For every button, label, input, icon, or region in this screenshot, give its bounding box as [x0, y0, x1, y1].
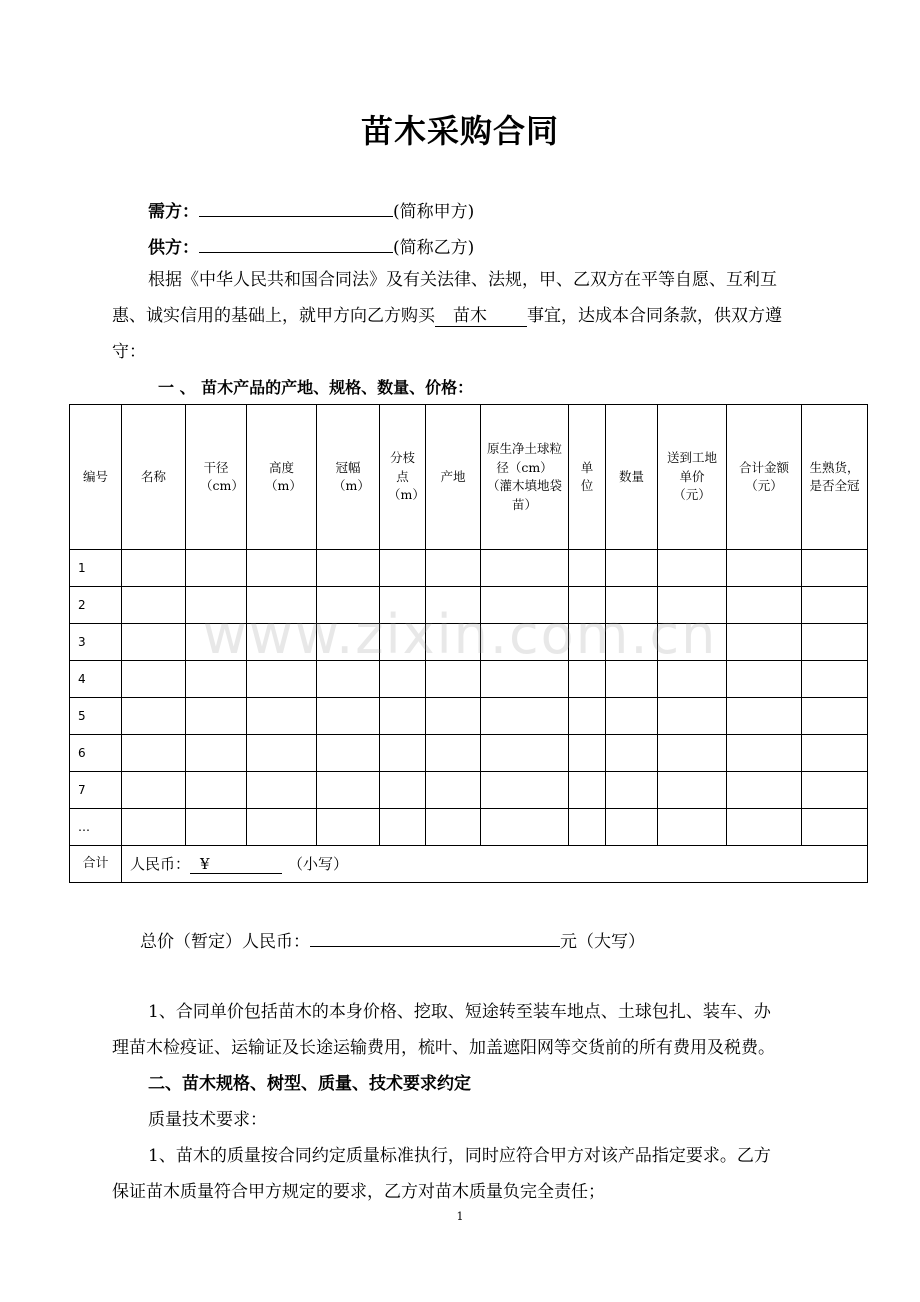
row-number: 4: [70, 661, 122, 698]
header-cell: 高度（m）: [247, 405, 317, 550]
header-cell: 名称: [122, 405, 186, 550]
header-cell: 送到工地单价（元）: [658, 405, 727, 550]
buyer-suffix: (简称甲方): [393, 202, 475, 222]
seller-line: [148, 234, 474, 260]
header-cell: 分枝点（m）: [380, 405, 426, 550]
table-row: [70, 809, 868, 846]
goods-field: [435, 306, 527, 327]
table-row: [70, 661, 868, 698]
total-price-blank[interactable]: [310, 928, 560, 947]
section-2-heading: 二、苗木规格、树型、质量、技术要求约定: [148, 1074, 471, 1094]
table-row: [70, 550, 868, 587]
intro-line-3: 守：: [112, 342, 146, 362]
total-price-prefix: 总价（暂定）人民币：: [140, 932, 310, 952]
header-cell: 数量: [606, 405, 658, 550]
header-cell: 合计金额（元）: [727, 405, 802, 550]
document-title: 苗木采购合同: [360, 112, 559, 150]
goods-value: 苗木: [453, 306, 487, 326]
table-row: [70, 735, 868, 772]
row-number: 6: [70, 735, 122, 772]
quality-heading: 质量技术要求：: [148, 1110, 267, 1130]
total-amount-field[interactable]: [190, 855, 282, 874]
seller-label: 供方：: [148, 238, 199, 258]
seller-suffix: (简称乙方): [393, 238, 475, 258]
clause-1-line-2: 理苗木检疫证、运输证及长途运输费用，梳叶、加盖遮阳网等交货前的所有费用及税费。: [112, 1038, 775, 1058]
total-prefix: 人民币：: [130, 854, 191, 873]
buyer-blank: [199, 198, 393, 217]
watermark: www.zixin.com.cn: [202, 603, 718, 666]
header-cell: 干径（cm）: [186, 405, 247, 550]
total-price-line: [140, 928, 645, 954]
table-total-row: [70, 846, 868, 883]
row-number: 1: [70, 550, 122, 587]
section-1-heading: 一 、 苗木产品的产地、规格、数量、价格：: [158, 378, 474, 397]
total-amount-cell: [122, 846, 868, 883]
table-header-row: [70, 405, 868, 550]
table-row: [70, 772, 868, 809]
row-number: 5: [70, 698, 122, 735]
total-suffix: （小写）: [288, 854, 349, 873]
seller-blank: [199, 234, 393, 253]
quality-1-line-1: 1、苗木的质量按合同约定质量标准执行，同时应符合甲方对该产品指定要求。乙方: [148, 1146, 771, 1166]
row-number: 7: [70, 772, 122, 809]
row-number: 2: [70, 587, 122, 624]
table-row: [70, 698, 868, 735]
header-cell: 单位: [569, 405, 606, 550]
currency-symbol: ¥: [200, 854, 210, 873]
header-cell: 生熟货，是否全冠: [802, 405, 868, 550]
total-label: 合计: [70, 846, 122, 883]
intro-line-2: [112, 304, 782, 328]
total-price-suffix: 元（大写）: [560, 932, 645, 952]
header-cell: 编号: [70, 405, 122, 550]
intro-line-2-pre: 惠、诚实信用的基础上，就甲方向乙方购买: [112, 306, 435, 326]
row-number: 3: [70, 624, 122, 661]
clause-1-line-1: 1、合同单价包括苗木的本身价格、挖取、短途转至装车地点、土球包扎、装车、办: [148, 1002, 771, 1022]
header-cell: 产地: [426, 405, 481, 550]
header-cell: 原生净土球粒径（cm）（灌木填地袋苗）: [481, 405, 569, 550]
quality-1-line-2: 保证苗木质量符合甲方规定的要求，乙方对苗木质量负完全责任；: [112, 1182, 605, 1202]
intro-line-1: 根据《中华人民共和国合同法》及有关法律、法规，甲、乙双方在平等自愿、互利互: [148, 270, 777, 290]
buyer-label: 需方：: [148, 202, 199, 222]
header-cell: 冠幅（m）: [317, 405, 380, 550]
intro-line-2-post: 事宜，达成本合同条款，供双方遵: [527, 306, 782, 326]
buyer-line: [148, 198, 474, 224]
row-number: …: [70, 809, 122, 846]
page-number: 1: [456, 1210, 464, 1223]
